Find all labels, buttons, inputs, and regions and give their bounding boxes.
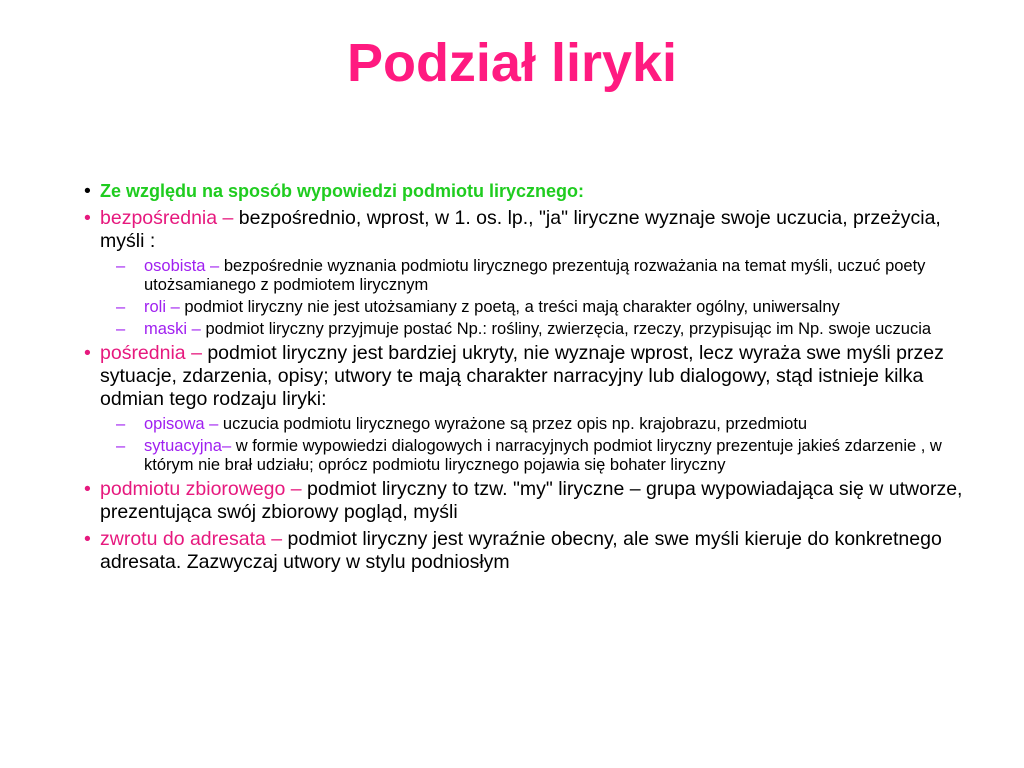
section-heading: Ze względu na sposób wypowiedzi podmiotu lirycznego: (100, 181, 585, 201)
slide-title: Podział liryki (346, 33, 678, 93)
term-posrednia: pośrednia – (100, 342, 208, 364)
definition-roli: podmiot liryczny nie jest utożsamiany z poetą, a treści mają charakter ogólny, uniwersalny (184, 298, 840, 316)
dash-marker: – (116, 320, 126, 338)
bullet-item-heading (84, 180, 964, 203)
subitem-opisowa (116, 415, 964, 434)
subitem-maski (116, 320, 964, 339)
dash-marker: – (116, 298, 126, 316)
term-bezposrednia: bezpośrednia – (100, 207, 239, 229)
bullet-item-bezposrednia (84, 207, 964, 253)
bullet-list (84, 180, 964, 578)
definition-bezposrednia: bezpośrednio, wprost, w 1. os. lp., "ja" liryczne wyznaje swoje uczucia, przeżycia, myśli : (100, 207, 941, 252)
definition-sytuacyjna: w formie wypowiedzi dialogowych i narracyjnych podmiot liryczny prezentuje jakieś zdarzenie , w którym nie brał udziału; oprócz podmiotu lirycznego pojawia się bohater liryczny (144, 437, 942, 474)
definition-zwrotu-do-adresata: podmiot liryczny jest wyraźnie obecny, ale swe myśli kieruje do konkretnego adresata. Zazwyczaj utwory w stylu podniosłym (100, 528, 942, 573)
dash-marker: – (116, 437, 126, 455)
term-osobista: osobista – (144, 257, 224, 275)
bullet-item-zwrotu-do-adresata (84, 528, 964, 574)
definition-maski: podmiot liryczny przyjmuje postać Np.: rośliny, zwierzęcia, rzeczy, przypisując im Np. swoje uczucia (205, 320, 932, 338)
definition-posrednia: podmiot liryczny jest bardziej ukryty, nie wyznaje wprost, lecz wyraża swe myśli przez sytuacje, zdarzenia, opisy; utwory te mają charakter narracyjny lub dialogowy, stąd istnieje kilka odmian tego rodzaju liryki: (100, 342, 944, 410)
definition-osobista: bezpośrednie wyznania podmiotu lirycznego prezentują rozważania na temat myśli, uczuć poety utożsamianego z podmiotem lirycznym (144, 257, 926, 294)
subitem-sytuacyjna (116, 437, 964, 475)
subitem-roli (116, 298, 964, 317)
bullet-marker: • (84, 180, 91, 202)
bullet-marker: • (84, 478, 91, 500)
bullet-item-posrednia (84, 342, 964, 411)
definition-opisowa: uczucia podmiotu lirycznego wyrażone są przez opis np. krajobrazu, przedmiotu (222, 415, 808, 433)
term-maski: maski – (144, 320, 206, 338)
bullet-marker: • (84, 207, 91, 229)
subitem-osobista (116, 257, 964, 295)
term-roli: roli – (144, 298, 185, 316)
term-sytuacyjna: sytuacyjna– (144, 437, 236, 455)
term-podmiotu-zbiorowego: podmiotu zbiorowego – (100, 478, 308, 500)
definition-podmiotu-zbiorowego: podmiot liryczny to tzw. "my" liryczne – grupa wypowiadająca się w utworze, prezentująca swój zbiorowy pogląd, myśli (100, 478, 963, 523)
term-opisowa: opisowa – (144, 415, 223, 433)
term-zwrotu-do-adresata: zwrotu do adresata – (100, 528, 288, 550)
dash-marker: – (116, 415, 126, 433)
bullet-marker: • (84, 528, 91, 550)
dash-marker: – (116, 257, 126, 275)
bullet-marker: • (84, 342, 91, 364)
bullet-item-podmiotu-zbiorowego (84, 478, 964, 524)
